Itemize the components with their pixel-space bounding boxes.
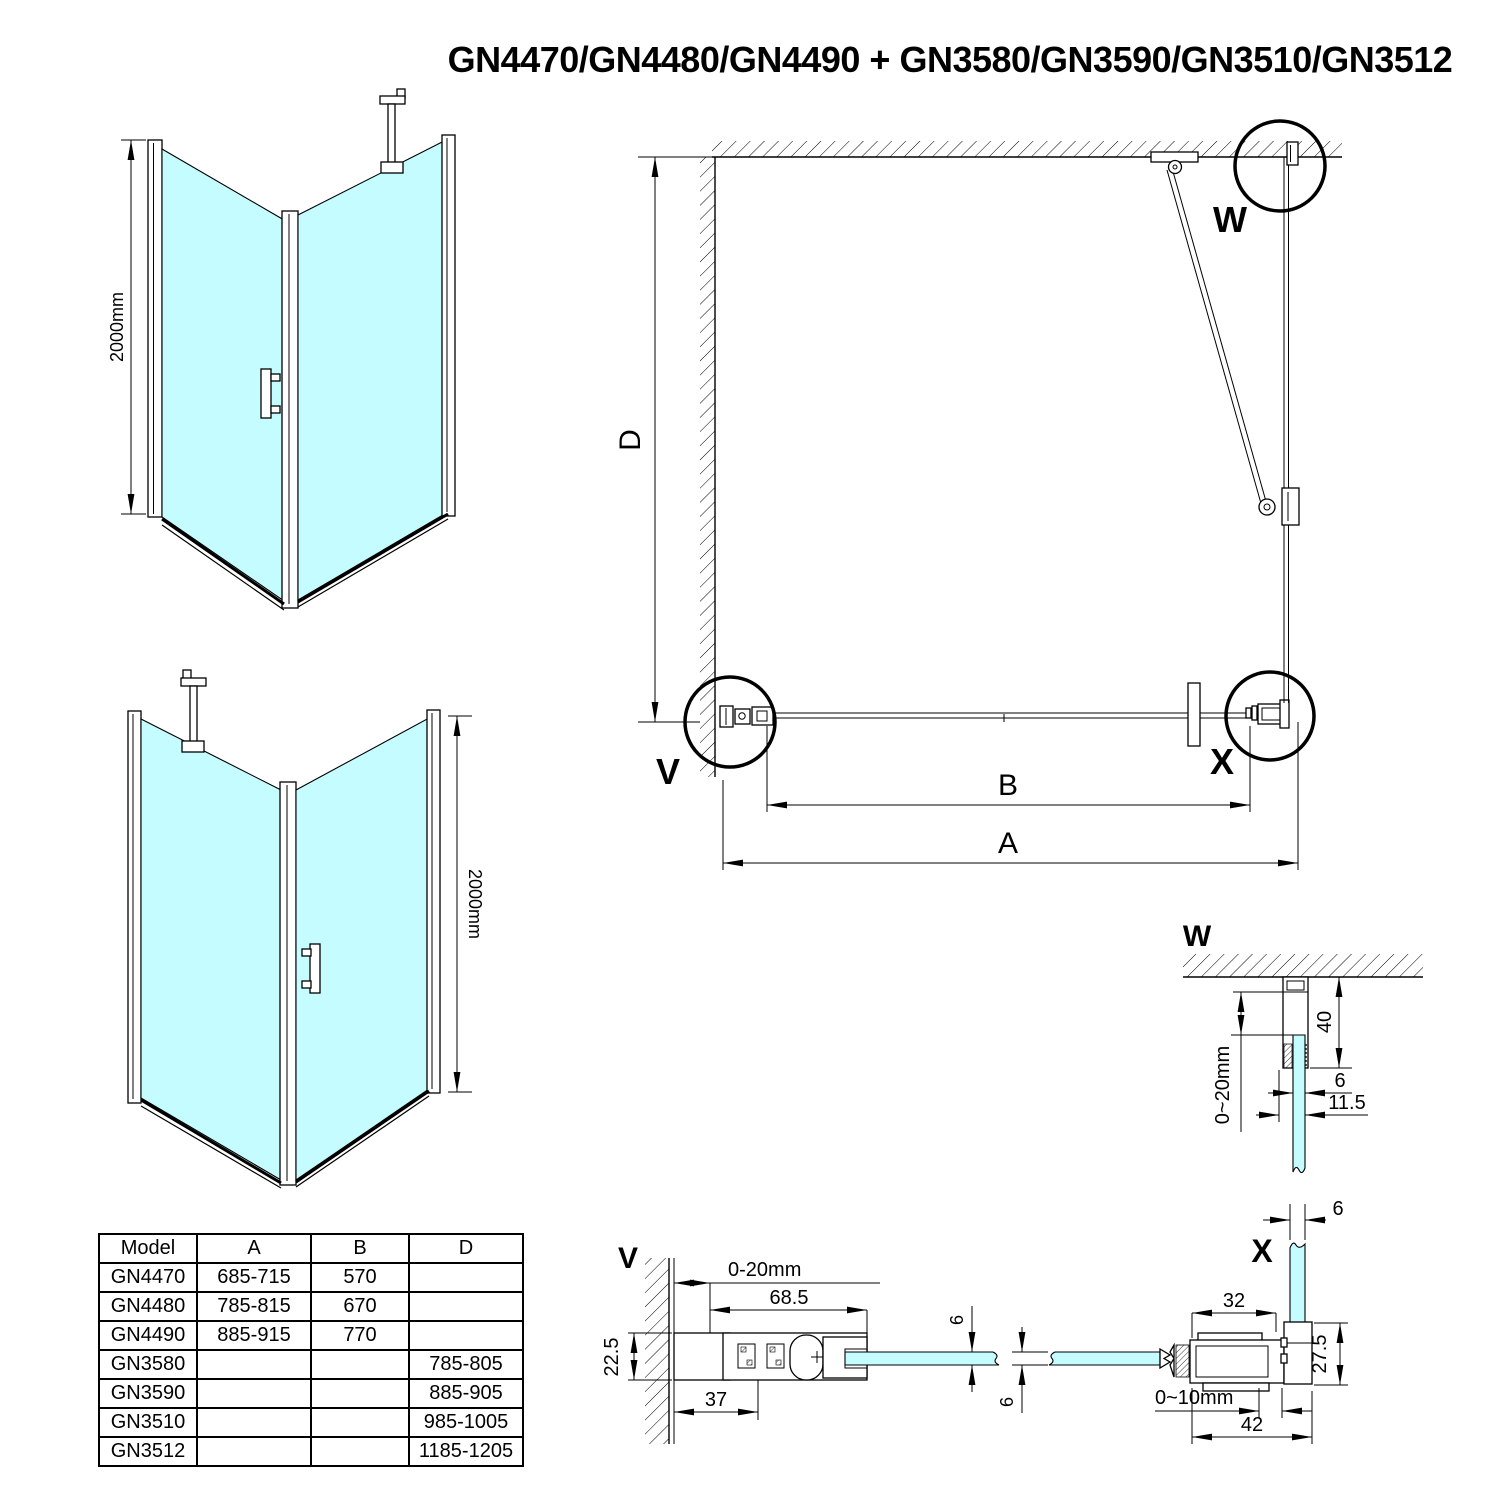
cell-a: 685-715	[197, 1263, 311, 1292]
dim-d-label: D	[614, 429, 647, 451]
svg-text:11.5: 11.5	[1328, 1092, 1366, 1114]
table-row	[99, 1263, 523, 1292]
table-row	[99, 1379, 523, 1408]
cell-b: 670	[311, 1292, 409, 1321]
dim-40	[1310, 977, 1352, 1068]
ceiling-support-bar	[181, 670, 206, 752]
detail-letter-w: W	[1213, 199, 1247, 240]
svg-text:6: 6	[1334, 1070, 1346, 1092]
dim-37	[674, 1380, 758, 1420]
svg-text:22.5: 22.5	[601, 1337, 623, 1377]
cell-a: 785-815	[197, 1292, 311, 1321]
svg-text:40: 40	[1314, 1010, 1336, 1034]
cell-model: GN4480	[99, 1292, 197, 1321]
top-wall-hatch	[712, 141, 1342, 157]
svg-text:32: 32	[1222, 1290, 1246, 1312]
cell-model: GN3510	[99, 1408, 197, 1437]
dimension-d	[614, 157, 712, 722]
cell-b: 770	[311, 1321, 409, 1350]
table-row	[99, 1321, 523, 1350]
door-frame-post	[427, 710, 440, 1093]
ceiling-hatch	[1183, 954, 1423, 977]
corner-profile-section	[1190, 1322, 1312, 1391]
dim-a-label: A	[997, 827, 1019, 860]
dim-glass-6	[1263, 1198, 1344, 1240]
door-glass-section	[1049, 1352, 1160, 1365]
svg-text:0~20mm: 0~20mm	[1212, 1045, 1234, 1125]
door-handle-plan	[1188, 683, 1200, 746]
plan-view	[614, 121, 1342, 870]
svg-text:27.5: 27.5	[1309, 1334, 1331, 1374]
header-model: Model	[99, 1234, 197, 1263]
iso-view-door-right	[128, 670, 485, 1188]
svg-text:0~10mm: 0~10mm	[1155, 1387, 1234, 1409]
glass-section	[1293, 1035, 1305, 1173]
svg-text:68.5: 68.5	[769, 1287, 809, 1309]
svg-text:6: 6	[1332, 1198, 1344, 1220]
cell-model: GN3590	[99, 1379, 197, 1408]
wall-hatch	[645, 1258, 669, 1444]
cell-a	[197, 1437, 311, 1466]
corner-profile-plan	[1246, 700, 1289, 728]
wall-hinge-profile	[720, 706, 773, 727]
wall-profile-section	[674, 1333, 867, 1380]
cell-d	[409, 1321, 523, 1350]
header-d: D	[409, 1234, 523, 1263]
top-wall-profile	[1287, 142, 1298, 165]
detail-w	[1183, 920, 1423, 1173]
table-row	[99, 1292, 523, 1321]
cell-a	[197, 1350, 311, 1379]
cell-d	[409, 1263, 523, 1292]
cell-model: GN4470	[99, 1263, 197, 1292]
magnet-seal	[1160, 1345, 1189, 1377]
cell-d: 885-905	[409, 1379, 523, 1408]
door-frame-post	[148, 140, 162, 517]
model-spec-table	[98, 1233, 524, 1467]
height-label: 2000mm	[465, 868, 485, 940]
side-frame-post	[442, 135, 455, 516]
side-panel-glass	[298, 139, 448, 600]
cell-b: 570	[311, 1263, 409, 1292]
height-dimension	[107, 140, 146, 514]
side-frame-post	[128, 711, 141, 1103]
detail-letter-v: V	[655, 751, 681, 792]
table-row	[99, 1350, 523, 1379]
cell-d: 785-805	[409, 1350, 523, 1379]
dim-glass-a	[947, 1306, 972, 1392]
detail-v	[601, 1242, 1048, 1444]
svg-text:6: 6	[997, 1396, 1017, 1408]
ceiling-support-bar	[380, 89, 405, 173]
cell-b	[311, 1350, 409, 1379]
dim-32	[1192, 1290, 1276, 1338]
dim-adjust	[1155, 1387, 1312, 1418]
dim-27-5	[1309, 1323, 1348, 1385]
detail-w-label: W	[1182, 920, 1212, 953]
cell-a: 885-915	[197, 1321, 311, 1350]
cell-a	[197, 1408, 311, 1437]
corner-post	[282, 211, 298, 608]
table-row	[99, 1408, 523, 1437]
cell-b	[311, 1379, 409, 1408]
page-title: GN4470/GN4480/GN4490 + GN3580/GN3590/GN3510/GN3512	[447, 39, 1453, 80]
dim-11-5	[1256, 1070, 1368, 1122]
detail-v-label: V	[617, 1242, 639, 1275]
cell-b	[311, 1437, 409, 1466]
iso-view-door-left	[107, 89, 455, 610]
cell-d	[409, 1292, 523, 1321]
svg-text:0-20mm: 0-20mm	[728, 1259, 802, 1281]
dim-b-label: B	[997, 769, 1019, 802]
table-row	[99, 1437, 523, 1466]
corner-post	[280, 782, 296, 1185]
svg-text:42: 42	[1240, 1414, 1264, 1436]
detail-letter-x: X	[1209, 741, 1235, 782]
cell-d: 985-1005	[409, 1408, 523, 1437]
detail-x-label: X	[1251, 1233, 1273, 1269]
cell-model: GN3512	[99, 1437, 197, 1466]
cell-d: 1185-1205	[409, 1437, 523, 1466]
height-label: 2000mm	[107, 291, 127, 363]
table-header-row	[99, 1234, 523, 1263]
cell-b	[311, 1408, 409, 1437]
dimension-b	[767, 726, 1250, 812]
cell-model: GN3580	[99, 1350, 197, 1379]
header-b: B	[311, 1234, 409, 1263]
svg-text:37: 37	[704, 1389, 728, 1411]
dim-glass-b	[997, 1327, 1048, 1413]
dim-glass-6	[1268, 1070, 1352, 1093]
dim-adjust	[1212, 992, 1293, 1132]
detail-circle-w	[1235, 121, 1325, 211]
detail-x	[1049, 1198, 1348, 1444]
cell-model: GN4490	[99, 1321, 197, 1350]
cell-a	[197, 1379, 311, 1408]
header-a: A	[197, 1234, 311, 1263]
svg-text:6: 6	[947, 1314, 967, 1326]
height-dimension	[448, 716, 485, 1092]
door-glass-section	[845, 1352, 999, 1365]
